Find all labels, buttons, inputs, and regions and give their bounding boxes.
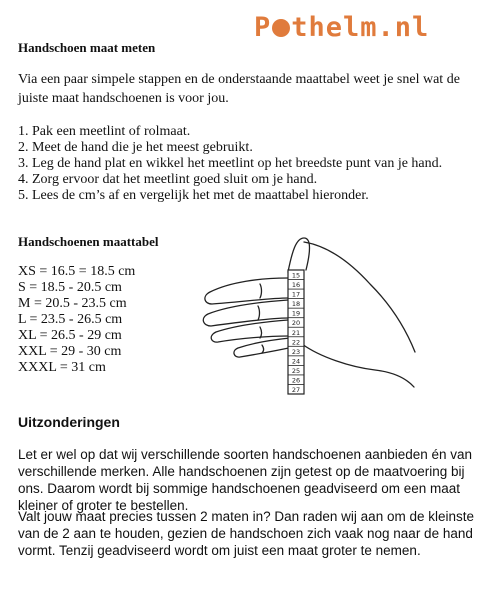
- tape-number: 26: [291, 376, 301, 385]
- tape-number: 25: [291, 366, 301, 375]
- size-row: XS = 16.5 = 18.5 cm: [18, 264, 136, 279]
- size-row: S = 18.5 - 20.5 cm: [18, 280, 122, 295]
- size-row: XXXL = 31 cm: [18, 360, 106, 375]
- exceptions-paragraph-1: Let er wel op dat wij verschillende soorten handschoenen aanbieden én van verschillende merken. Alle handschoenen zijn getest op de maatvoering bij ons. Daarom wordt bij sommige handschoenen geadviseerd om een maat kleiner of groter te bestellen.: [18, 447, 473, 513]
- logo-text-suffix: thelm.nl: [291, 12, 430, 43]
- brand-logo[interactable]: [254, 12, 429, 43]
- tape-number: 24: [291, 357, 301, 366]
- tape-number: 20: [291, 319, 301, 328]
- measure-steps-list: [18, 124, 442, 204]
- size-table-heading: Handschoenen maattabel: [18, 234, 159, 249]
- size-row: L = 23.5 - 26.5 cm: [18, 312, 123, 327]
- tape-number: 19: [291, 309, 301, 318]
- tape-number: 27: [291, 386, 301, 394]
- size-row: XL = 26.5 - 29 cm: [18, 328, 122, 343]
- exceptions-paragraph-2: Valt jouw maat precies tussen 2 maten in? Dan raden wij aan om de kleinste van de 2 aan te houden, gezien de handschoen zich vaak nog naar de hand vormt. Tenzij geadviseerd wordt om juist een maat groter te nemen.: [18, 509, 474, 558]
- tape-number: 23: [291, 347, 301, 356]
- size-row: XXL = 29 - 30 cm: [18, 344, 122, 359]
- step-item: 5. Lees de cm’s af en vergelijk het met de maattabel hieronder.: [18, 188, 369, 203]
- step-item: 1. Pak een meetlint of rolmaat.: [18, 124, 191, 139]
- hand-measure-illustration: [200, 232, 420, 397]
- tape-number: 17: [291, 290, 301, 299]
- logo-text-prefix: P: [254, 12, 272, 43]
- tape-number: 22: [291, 338, 301, 347]
- tape-number: 18: [291, 300, 301, 309]
- helmet-logo-icon: [272, 19, 290, 37]
- step-item: 3. Leg de hand plat en wikkel het meetlint op het breedste punt van je hand.: [18, 156, 443, 171]
- tape-number: 15: [291, 271, 301, 280]
- step-item: 2. Meet de hand die je het meest gebruikt.: [18, 140, 253, 155]
- tape-number: 21: [291, 328, 301, 337]
- step-item: 4. Zorg ervoor dat het meetlint goed sluit om je hand.: [18, 172, 318, 187]
- size-row: M = 20.5 - 23.5 cm: [18, 296, 127, 311]
- measure-heading: Handschoen maat meten: [18, 40, 156, 55]
- measuring-tape: [288, 270, 304, 394]
- measure-intro: Via een paar simpele stappen en de onderstaande maattabel weet je snel wat de juiste maat handschoenen is voor jou.: [18, 72, 460, 106]
- tape-number: 16: [291, 281, 301, 290]
- exceptions-heading: Uitzonderingen: [18, 414, 120, 430]
- size-table-list: [18, 264, 135, 376]
